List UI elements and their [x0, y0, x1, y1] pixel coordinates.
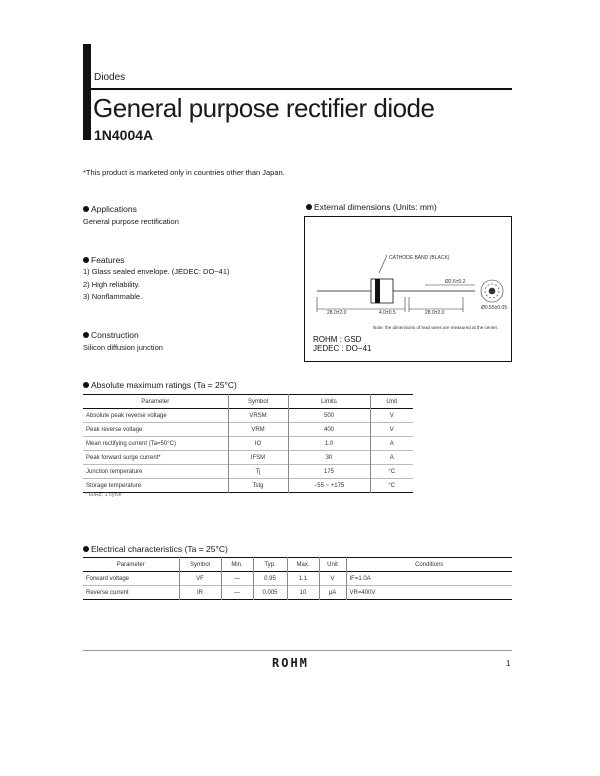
table-row — [83, 465, 413, 479]
footer-rule — [83, 650, 512, 651]
lead-diameter: Ø0.55±0.05 — [481, 305, 508, 311]
bullet-icon — [83, 546, 89, 552]
table-cell: 1.1 — [287, 572, 319, 586]
dimensions-heading: External dimensions (Units: mm) — [306, 202, 437, 212]
table-cell: 0.005 — [253, 586, 287, 600]
table-cell: °C — [370, 479, 413, 493]
table-cell: V — [370, 409, 413, 423]
table-cell: A — [370, 451, 413, 465]
applications-heading: Applications — [83, 204, 137, 214]
diode-outline-drawing — [305, 217, 511, 361]
bullet-icon — [83, 206, 89, 212]
electrical-heading: Electrical characteristics (Ta = 25°C) — [83, 544, 228, 554]
body-diameter: Ø2.6±0.2 — [445, 279, 466, 285]
product-category: Diodes — [94, 72, 126, 83]
list-item: 1) Glass sealed envelope. (JEDEC: DO−41) — [83, 267, 230, 276]
construction-heading: Construction — [83, 330, 139, 340]
page-number: 1 — [506, 659, 511, 668]
lead-length-right: 28.0±2.0 — [425, 310, 445, 316]
column-header: Parameter — [141, 398, 170, 405]
package-code: ROHM : GSD — [313, 335, 362, 344]
table-cell: VRSM — [228, 409, 288, 423]
dimension-footnote: Note: the dimensions of lead wires are measured at the center. — [373, 325, 499, 330]
header-rule — [91, 88, 512, 90]
list-item: 3) Nonflammable. — [83, 292, 143, 301]
dimensions-drawing — [304, 216, 512, 362]
table-cell: Reverse current — [86, 589, 129, 596]
body-length: 4.0±0.5 — [379, 310, 396, 316]
table-cell: VRM — [228, 423, 288, 437]
table-cell: Peak forward surge current* — [86, 454, 161, 461]
table-row — [83, 572, 512, 586]
table-cell: Storage temperature — [86, 482, 142, 489]
table-cell: IO — [228, 437, 288, 451]
column-header: Symbol — [228, 395, 288, 409]
applications-text: General purpose rectification — [83, 217, 179, 226]
abs-max-footnote: * 60Hz, 1 cycle — [85, 492, 122, 498]
table-cell: −55 ~ +175 — [288, 479, 370, 493]
column-header: Conditions — [346, 558, 512, 572]
bullet-icon — [83, 382, 89, 388]
table-cell: 10 — [287, 586, 319, 600]
column-header: Max. — [287, 558, 319, 572]
table-cell: 400 — [288, 423, 370, 437]
features-list — [83, 266, 230, 304]
table-cell: V — [319, 572, 346, 586]
column-header: Typ. — [253, 558, 287, 572]
table-cell: 500 — [288, 409, 370, 423]
table-cell: IF=1.0A — [346, 572, 512, 586]
table-row — [83, 451, 413, 465]
table-cell: Junction temperature — [86, 468, 143, 475]
table-cell: IFSM — [228, 451, 288, 465]
table-cell: VF — [179, 572, 221, 586]
table-row — [83, 479, 413, 493]
table-cell: VR=400V — [346, 586, 512, 600]
part-number: 1N4004A — [94, 127, 154, 143]
column-header: Limits — [288, 395, 370, 409]
construction-text: Silicon diffusion junction — [83, 343, 163, 352]
marketing-note: *This product is marketed only in countries other than Japan. — [83, 168, 285, 177]
table-cell: V — [370, 423, 413, 437]
table-cell: °C — [370, 465, 413, 479]
column-header: Unit — [319, 558, 346, 572]
table-cell: — — [221, 586, 253, 600]
table-row — [83, 586, 512, 600]
list-item: 2) High reliability. — [83, 279, 140, 289]
table-cell: — — [221, 572, 253, 586]
page-title: General purpose rectifier diode — [93, 93, 435, 123]
abs-max-table — [83, 394, 413, 493]
table-cell: Tj — [228, 465, 288, 479]
column-header: Min. — [221, 558, 253, 572]
jedec-code: JEDEC : DO−41 — [313, 344, 372, 353]
table-header-row — [83, 395, 413, 409]
lead-length-left: 28.0±2.0 — [327, 310, 347, 316]
bullet-icon — [83, 257, 89, 263]
table-cell: Tstg — [228, 479, 288, 493]
column-header: Unit — [370, 395, 413, 409]
table-cell: μA — [319, 586, 346, 600]
cathode-band-label: CATHODE BAND (BLACK) — [389, 255, 450, 261]
table-cell: 30 — [288, 451, 370, 465]
bullet-icon — [306, 204, 312, 210]
header-accent-bar — [83, 44, 91, 140]
column-header: Parameter — [116, 561, 145, 568]
table-cell: Mean rectifying current (Ta=50°C) — [86, 440, 176, 447]
table-cell: 1.0 — [288, 437, 370, 451]
features-heading: Features — [83, 255, 125, 265]
table-cell: Peak reverse voltage — [86, 426, 143, 433]
table-cell: A — [370, 437, 413, 451]
bullet-icon — [83, 332, 89, 338]
table-row — [83, 437, 413, 451]
electrical-table — [83, 557, 512, 600]
table-cell: IR — [179, 586, 221, 600]
column-header: Symbol — [179, 558, 221, 572]
table-cell: Forward voltage — [86, 575, 130, 582]
brand-logo: ROHM — [272, 656, 309, 670]
abs-max-heading: Absolute maximum ratings (Ta = 25°C) — [83, 380, 237, 390]
table-cell: 0.95 — [253, 572, 287, 586]
table-cell: Absolute peak reverse voltage — [86, 412, 167, 419]
table-cell: 175 — [288, 465, 370, 479]
table-header-row — [83, 558, 512, 572]
table-row — [83, 423, 413, 437]
table-row — [83, 409, 413, 423]
